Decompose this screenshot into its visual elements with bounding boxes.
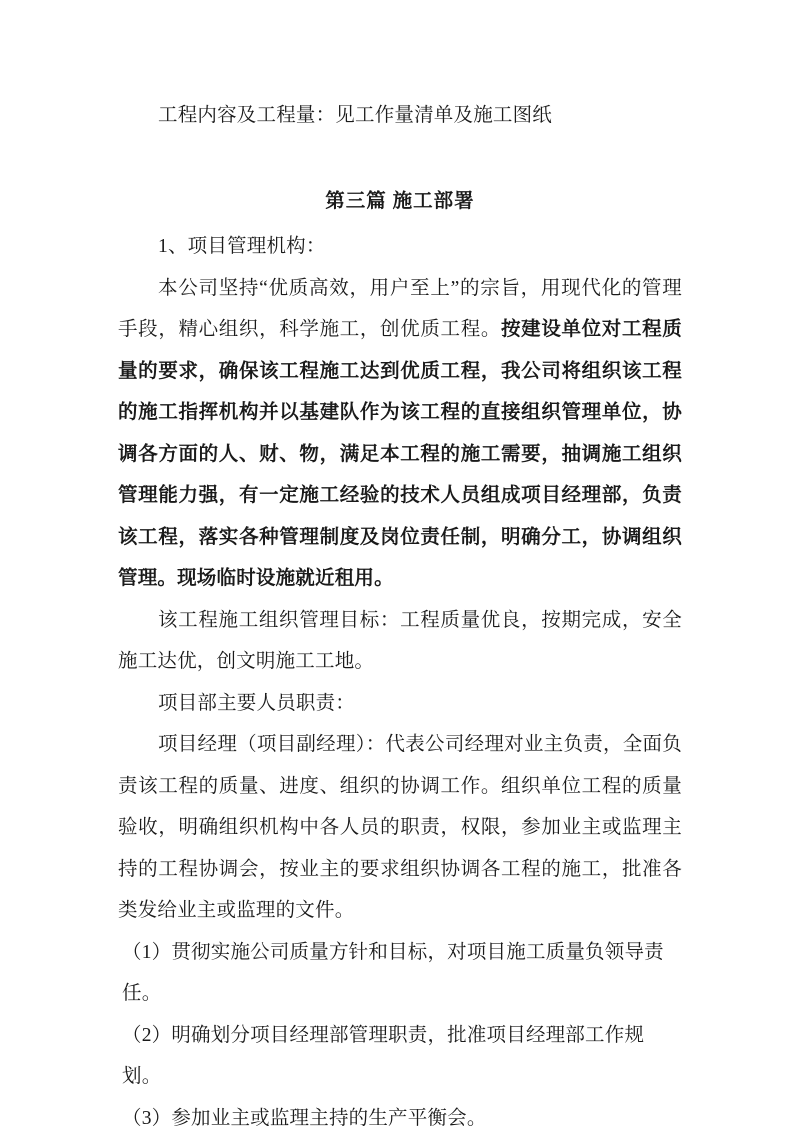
chapter-heading: 第三篇 施工部署 [118, 181, 682, 223]
document-body [118, 95, 682, 1139]
paragraph-project-manager-duties: 项目经理（项目副经理）：代表公司经理对业主负责，全面负责该工程的质量、进度、组织的协调工作。组织单位工程的质量验收，明确组织机构中各人员的职责，权限，参加业主或监理主持的工程协调会，按业主的要求组织协调各工程的施工，批准各类发给业主或监理的文件。 [118, 724, 682, 932]
list-item: （2）明确划分项目经理部管理职责，批准项目经理部工作规划。 [122, 1015, 682, 1098]
list-item: （1）贯彻实施公司质量方针和目标，对项目施工质量负领导责任。 [122, 932, 682, 1015]
heading-spacer [118, 137, 682, 181]
paragraph-staff-duties-title: 项目部主要人员职责： [118, 683, 682, 725]
lead-line: 工程内容及工程量：见工作量清单及施工图纸 [118, 95, 682, 137]
paragraph-1-emphasis-run: 按建设单位对工程质量的要求，确保该工程施工达到优质工程，我公司将组织该工程的施工指挥机构并以基建队作为该工程的直接组织管理单位，协调各方面的人、财、物，满足本工程的施工需要，抽调施工组织管理能力强，有一定施工经验的技术人员组成项目经理部，负责该工程，落实各种管理制度及岗位责任制，明确分工，协调组织管理。现场临时设施就近租用。 [118, 319, 682, 589]
section-number-title: 1、项目管理机构： [118, 226, 682, 268]
paragraph-management-structure [118, 268, 682, 600]
paragraph-1-plain-run: 本公司坚持“优质高效，用户至上”的宗旨，用现代化的管理手段，精心组织，科学施工，创优质工程。 [118, 278, 682, 341]
paragraph-management-goal: 该工程施工组织管理目标：工程质量优良，按期完成，安全施工达优，创文明施工工地。 [118, 600, 682, 683]
list-item: （3）参加业主或监理主持的生产平衡会。 [122, 1098, 682, 1139]
